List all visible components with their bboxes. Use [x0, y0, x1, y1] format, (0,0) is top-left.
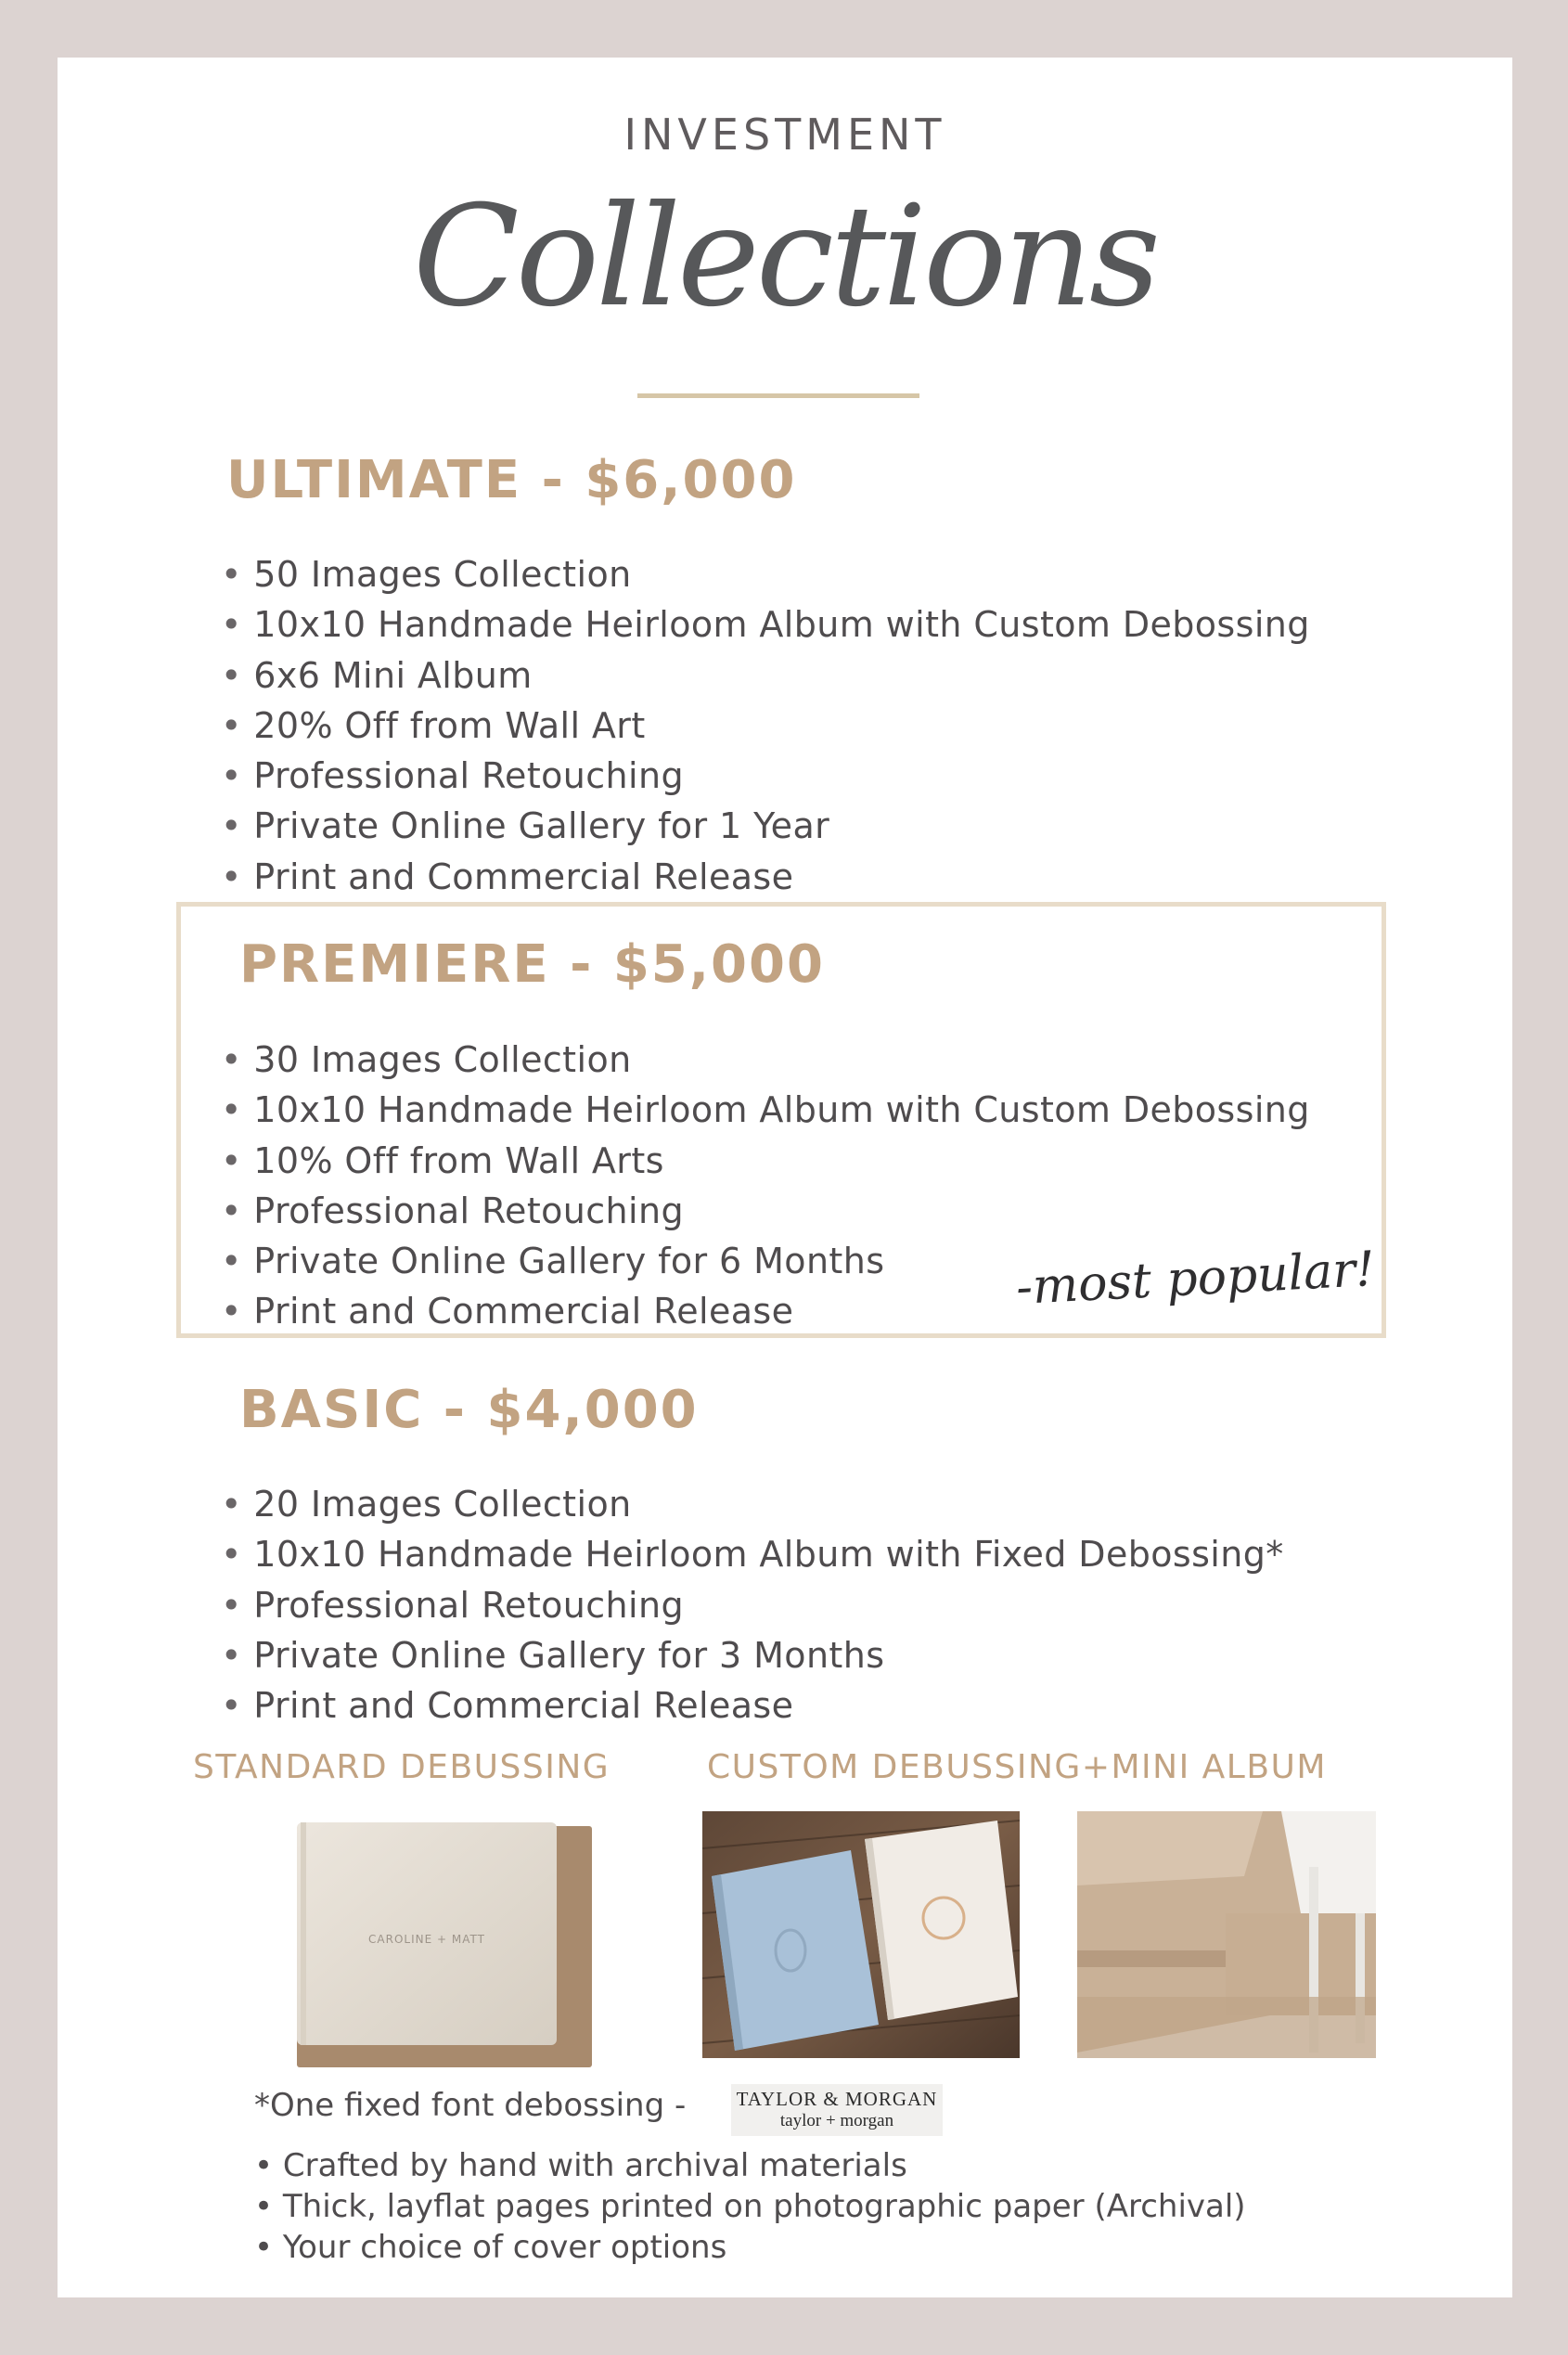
most-popular-note: -most popular! — [1014, 1241, 1377, 1317]
mini-album-image — [1077, 1811, 1376, 2058]
feature-item: • 10x10 Handmade Heirloom Album with Fixed Debossing* — [221, 1529, 1284, 1579]
section-eyebrow: INVESTMENT — [623, 109, 946, 160]
feature-item: • 50 Images Collection — [221, 549, 1310, 599]
feature-item: • Private Online Gallery for 6 Months — [221, 1236, 1310, 1286]
feature-item: • 10x10 Handmade Heirloom Album with Custom Debossing — [221, 599, 1310, 650]
font-sample-uppercase: TAYLOR & MORGAN — [736, 2088, 938, 2110]
album-notes — [254, 2145, 1246, 2268]
feature-item: • Professional Retouching — [221, 1580, 1284, 1630]
package-premiere — [239, 934, 825, 995]
standard-album-image — [286, 1809, 601, 2071]
package-title: ULTIMATE - $6,000 — [226, 450, 797, 510]
feature-item: • 20 Images Collection — [221, 1479, 1284, 1529]
standard-album-photo — [286, 1809, 601, 2071]
feature-item: • 30 Images Collection — [221, 1035, 1310, 1085]
feature-item: • Professional Retouching — [221, 1186, 1310, 1236]
feature-item: • Print and Commercial Release — [221, 1680, 1284, 1731]
package-title: PREMIERE - $5,000 — [239, 934, 825, 995]
feature-item: • 10x10 Handmade Heirloom Album with Custom Debossing — [221, 1085, 1310, 1135]
package-ultimate-features — [221, 549, 1310, 902]
feature-item: • Private Online Gallery for 1 Year — [221, 801, 1310, 851]
package-basic — [239, 1380, 699, 1440]
mini-album-photo — [1077, 1811, 1376, 2058]
package-ultimate — [226, 450, 797, 510]
package-basic-features — [221, 1479, 1284, 1731]
standard-debossing-label: STANDARD DEBUSSING — [193, 1748, 610, 1786]
title-divider — [637, 393, 919, 398]
note-item: • Your choice of cover options — [254, 2227, 1246, 2268]
feature-item: • Private Online Gallery for 3 Months — [221, 1630, 1284, 1680]
font-sample-lowercase: taylor + morgan — [779, 2111, 894, 2130]
feature-item: • Print and Commercial Release — [221, 852, 1310, 902]
feature-item: • 10% Off from Wall Arts — [221, 1136, 1310, 1186]
price-sheet — [58, 58, 1512, 2297]
feature-item: • Professional Retouching — [221, 751, 1310, 801]
custom-debossing-label: CUSTOM DEBUSSING+MINI ALBUM — [707, 1748, 1327, 1786]
cover-debossing-text: CAROLINE + MATT — [368, 1933, 485, 1946]
package-title: BASIC - $4,000 — [239, 1380, 699, 1440]
note-item: • Crafted by hand with archival materials — [254, 2145, 1246, 2186]
fixed-font-note: *One fixed font debossing - — [254, 2087, 687, 2124]
feature-item: • Print and Commercial Release — [221, 1286, 1310, 1336]
custom-album-image — [702, 1811, 1020, 2058]
feature-item: • 20% Off from Wall Art — [221, 701, 1310, 751]
feature-item: • 6x6 Mini Album — [221, 650, 1310, 701]
note-item: • Thick, layflat pages printed on photographic paper (Archival) — [254, 2186, 1246, 2227]
font-sample — [731, 2084, 943, 2136]
page-title: Collections — [413, 176, 1157, 338]
custom-album-photo — [702, 1811, 1020, 2058]
